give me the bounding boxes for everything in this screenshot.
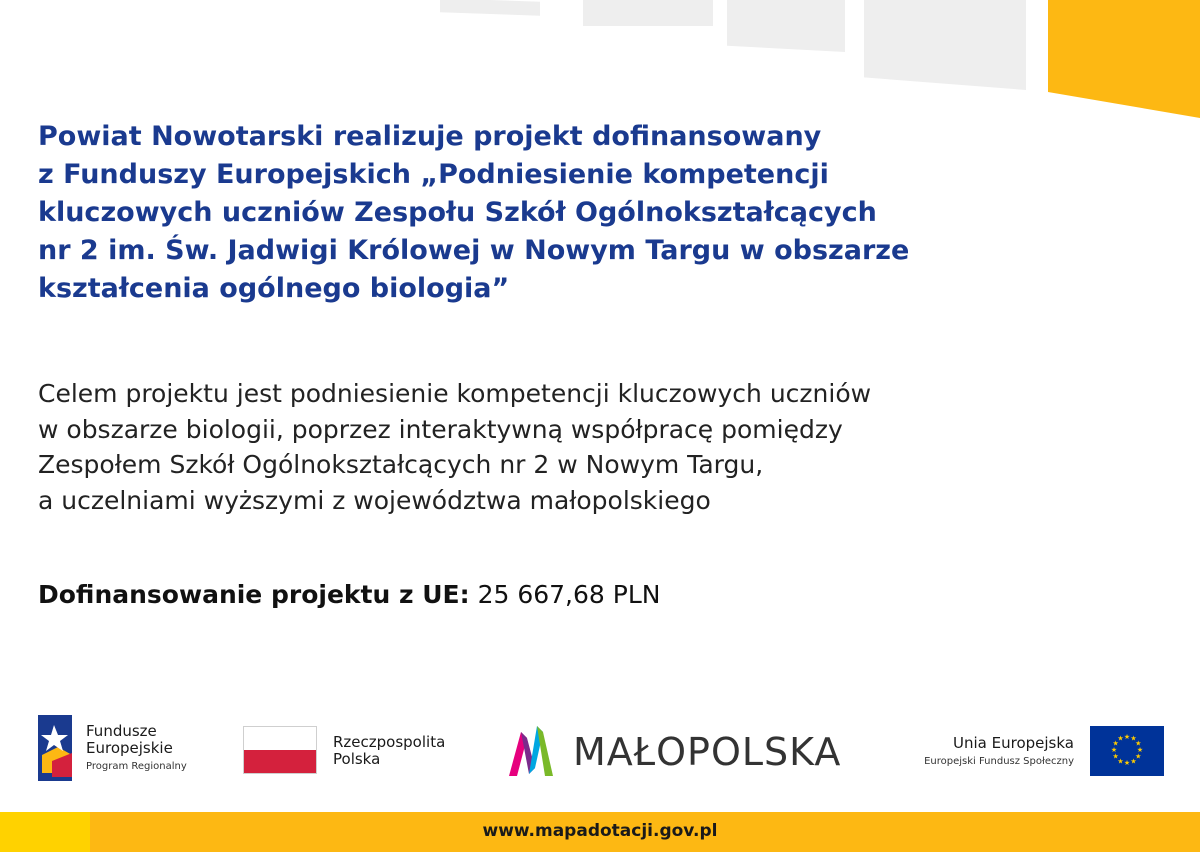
svg-text:★: ★ xyxy=(1117,734,1124,743)
svg-text:★: ★ xyxy=(1135,739,1142,748)
description-line: w obszarze biologii, poprzez interaktywną współpracę pomiędzy xyxy=(38,414,843,444)
svg-text:★: ★ xyxy=(1136,746,1144,754)
malopolska-text: MAŁOPOLSKA xyxy=(573,730,842,774)
footer-url: www.mapadotacji.gov.pl xyxy=(482,821,718,841)
svg-text:★: ★ xyxy=(1135,752,1142,761)
project-title xyxy=(38,118,1078,308)
decorative-yellow-corner xyxy=(1048,0,1200,118)
svg-text:★: ★ xyxy=(1117,757,1124,766)
project-description xyxy=(38,376,1078,518)
title-line: Powiat Nowotarski realizuje projekt dofinansowany xyxy=(38,121,822,152)
decorative-shape xyxy=(440,0,540,16)
unia-europejska-logo xyxy=(912,726,1164,778)
ue-line2: Europejski Fundusz Społeczny xyxy=(924,756,1074,767)
title-line: nr 2 im. Św. Jadwigi Królowej w Nowym Targu w obszarze xyxy=(38,235,910,266)
svg-text:★: ★ xyxy=(1130,734,1137,743)
funding-label: Dofinansowanie projektu z UE: xyxy=(38,580,470,609)
rzeczpospolita-line2: Polska xyxy=(333,750,381,768)
decorative-shape xyxy=(864,0,1026,90)
title-line: z Funduszy Europejskich „Podniesienie kompetencji xyxy=(38,159,829,190)
svg-text:★: ★ xyxy=(1123,733,1131,741)
rzeczpospolita-polska-logo xyxy=(243,726,473,776)
svg-text:★: ★ xyxy=(1112,739,1119,748)
malopolska-m-logo-icon xyxy=(507,724,561,778)
svg-text:★: ★ xyxy=(1112,752,1119,761)
fundusze-europejskie-logo-icon xyxy=(38,715,78,781)
svg-text:★: ★ xyxy=(1123,759,1131,767)
fundusze-line3: Program Regionalny xyxy=(86,761,187,772)
description-line: Celem projektu jest podniesienie kompetencji kluczowych uczniów xyxy=(38,379,872,408)
polish-flag-icon xyxy=(243,726,317,774)
fundusze-line1: Fundusze xyxy=(86,722,157,740)
footer-bar xyxy=(0,812,1200,852)
fundusze-europejskie-logo xyxy=(38,715,208,781)
funding-info xyxy=(38,580,660,609)
svg-text:★: ★ xyxy=(1110,746,1118,754)
title-line: kluczowych uczniów Zespołu Szkół Ogólnokształcących xyxy=(38,197,877,228)
funding-amount: 25 667,68 PLN xyxy=(477,580,661,609)
eu-flag-icon xyxy=(1090,726,1164,776)
description-line: a uczelniami wyższymi z województwa małopolskiego xyxy=(38,485,711,515)
fundusze-line2: Europejskie xyxy=(86,739,173,757)
ue-line1: Unia Europejska xyxy=(953,734,1074,752)
malopolska-logo xyxy=(507,724,877,780)
description-line: Zespołem Szkół Ogólnokształcących nr 2 w Nowym Targu, xyxy=(38,450,764,479)
decorative-shape xyxy=(727,0,845,52)
svg-text:★: ★ xyxy=(1130,757,1137,766)
decorative-shape xyxy=(583,0,713,26)
rzeczpospolita-line1: Rzeczpospolita xyxy=(333,733,446,751)
title-line: kształcenia ogólnego biologia” xyxy=(38,273,510,304)
